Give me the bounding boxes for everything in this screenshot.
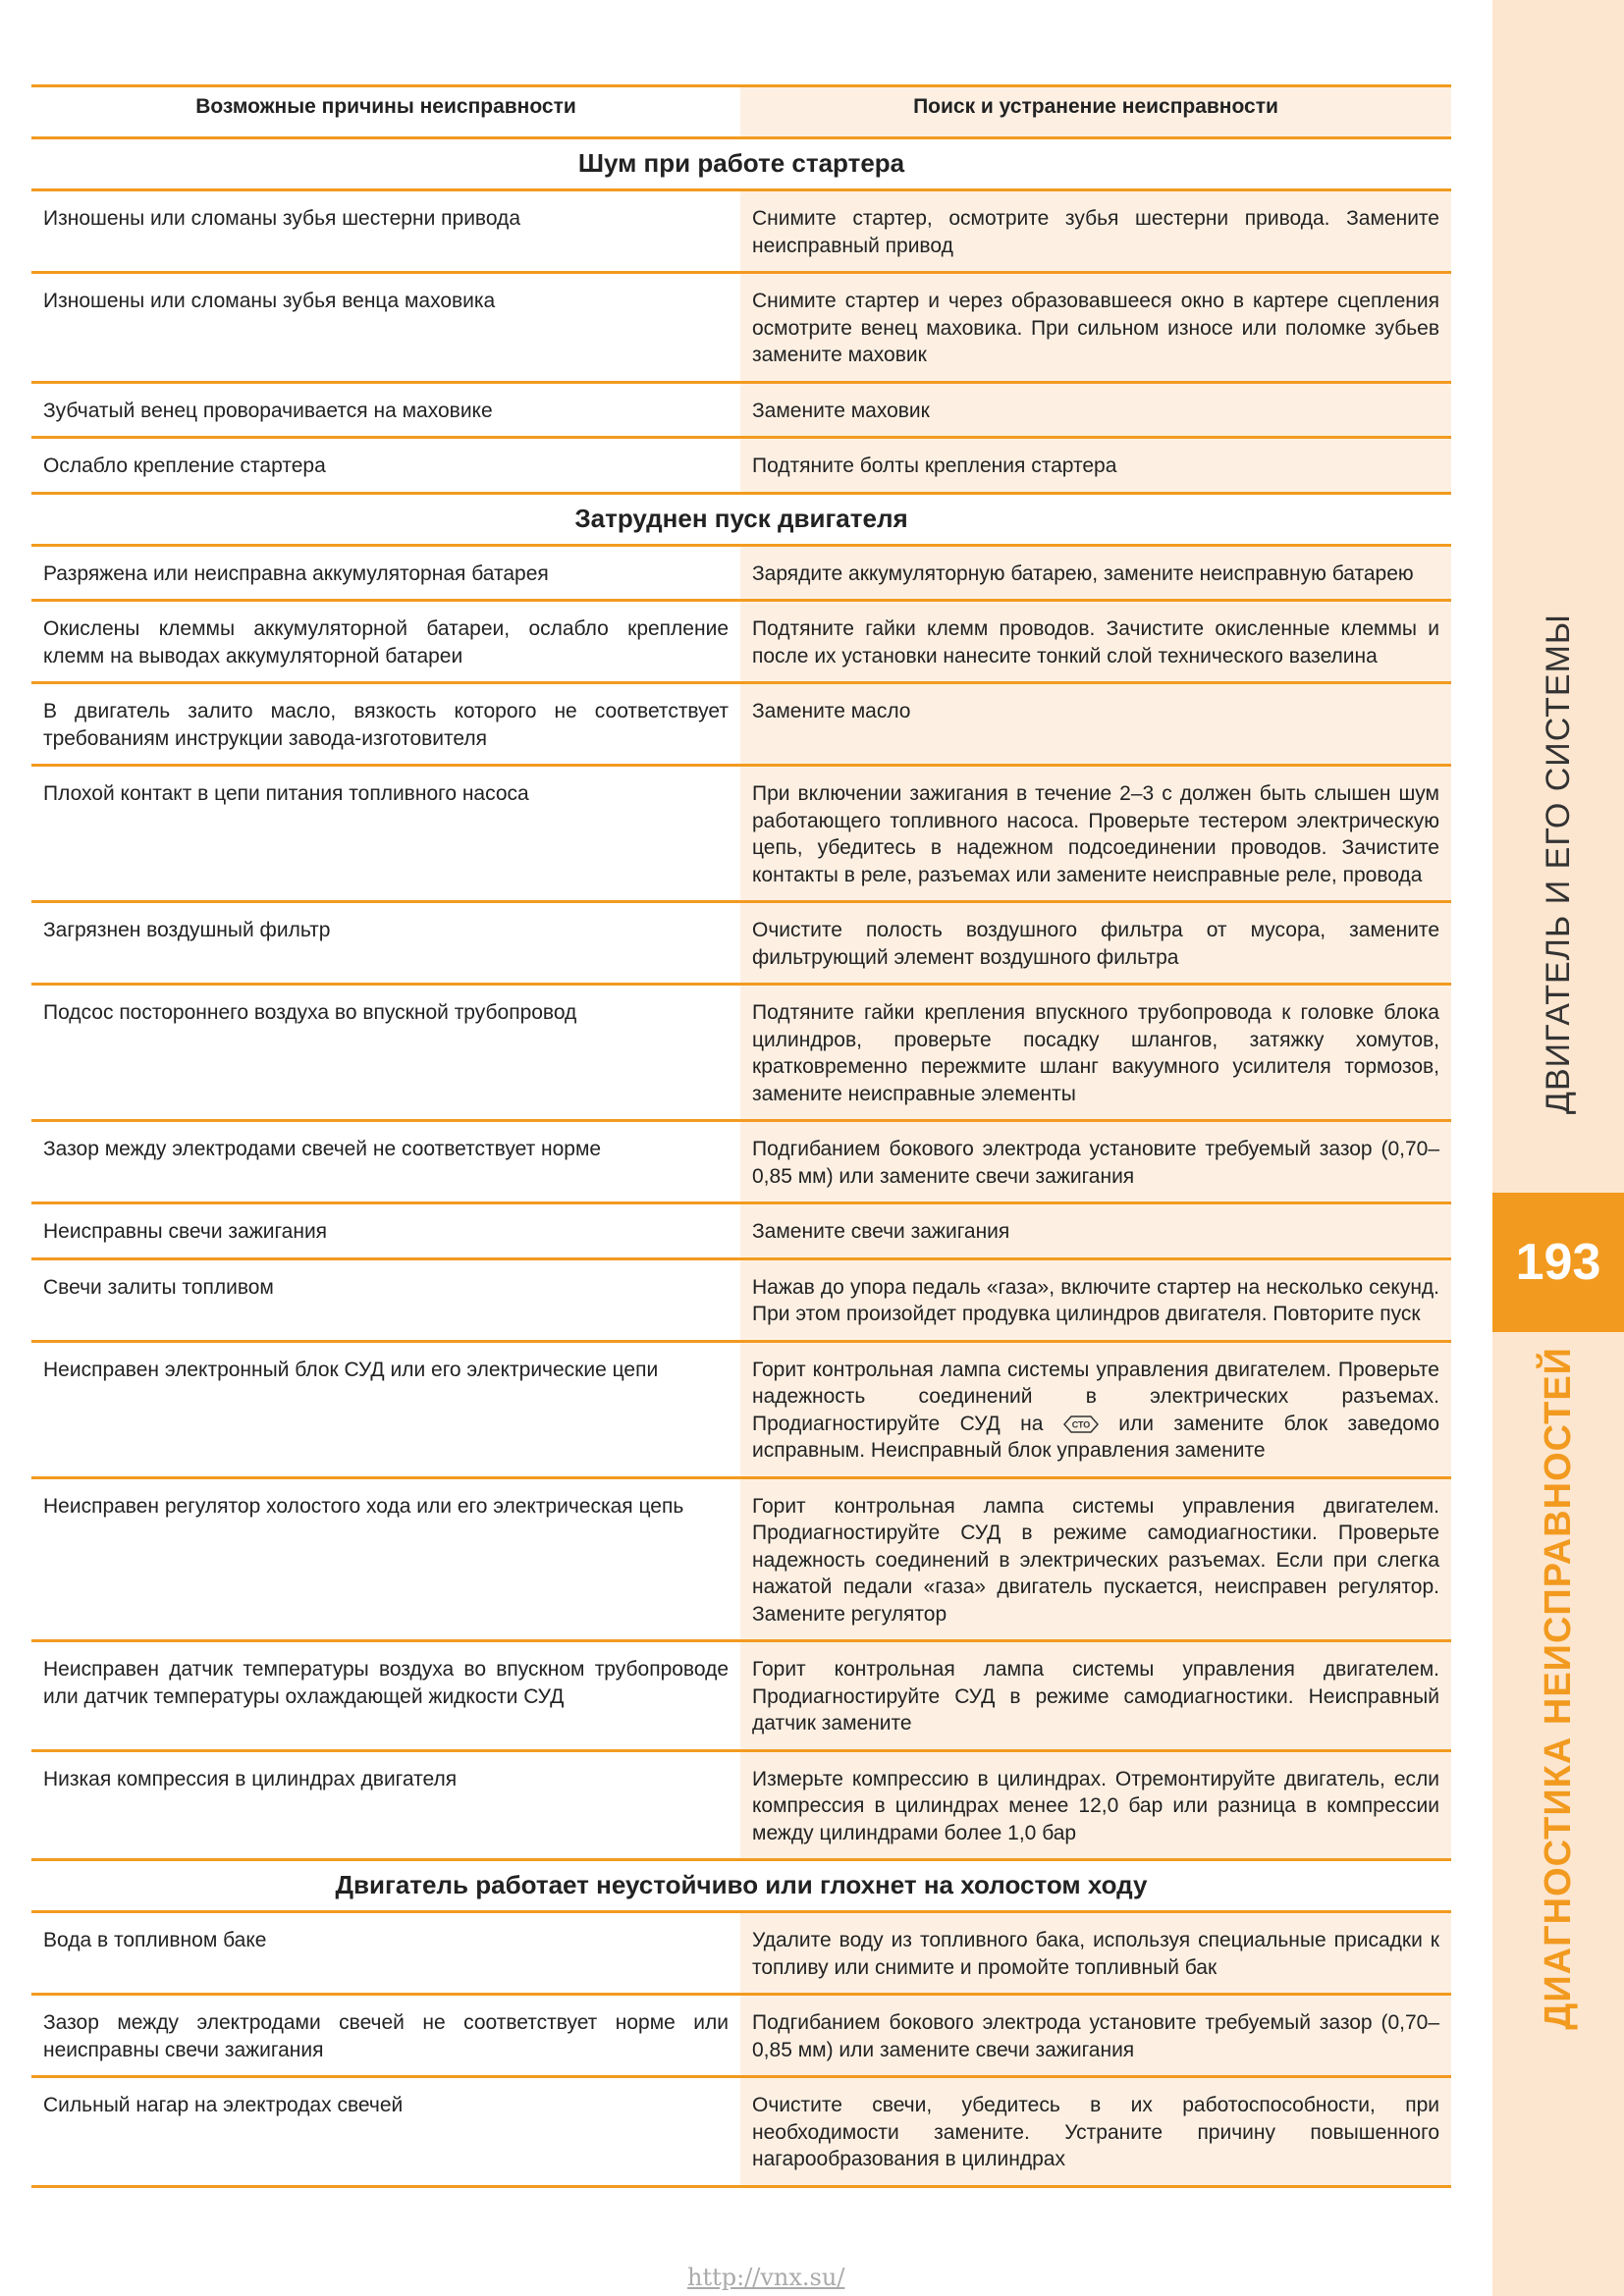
cause-cell: Неисправны свечи зажигания bbox=[43, 1220, 328, 1243]
fix-cell: Снимите стартер и через образовавшееся окно в картере сцепления осмотрите венец маховика. При сильном износе или поломке зубьев замените маховик bbox=[740, 274, 1451, 381]
chapter-title bbox=[1492, 550, 1624, 1178]
table-row bbox=[31, 1913, 1451, 1996]
table-row bbox=[31, 1996, 1451, 2078]
fix-cell: Очистите свечи, убедитесь в их работоспособности, при необходимости замените. Устраните причину повышенного нагарообразования в цилиндрах bbox=[740, 2078, 1451, 2185]
table-row bbox=[31, 602, 1451, 684]
cause-cell: Сильный нагар на электродах свечей bbox=[43, 2094, 404, 2116]
section-title: Затруднен пуск двигателя bbox=[574, 503, 908, 533]
cause-cell: Свечи залиты топливом bbox=[43, 1275, 274, 1299]
fix-cell: Снимите стартер, осмотрите зубья шестерни привода. Замените неисправный привод bbox=[740, 191, 1451, 271]
cause-cell: Зубчатый венец проворачивается на маховике bbox=[43, 399, 493, 422]
column-header-fixes: Поиск и устранение неисправности bbox=[740, 87, 1451, 136]
fix-cell: Очистите полость воздушного фильтра от мусора, замените фильтрующий элемент воздушного фильтра bbox=[740, 903, 1451, 983]
fix-cell: Замените маховик bbox=[740, 384, 1451, 437]
cause-cell: Вода в топливном баке bbox=[43, 1929, 267, 1951]
table-row bbox=[31, 1642, 1451, 1752]
fix-text-part: Горит контрольная лампа системы управления двигателем. Проверьте надежность соединений в электрических разъемах. Продиагностируйте СУД на bbox=[752, 1358, 1439, 1435]
table-row bbox=[31, 384, 1451, 440]
section-header-row bbox=[31, 495, 1451, 547]
fix-cell: Горит контрольная лампа системы управления двигателем. Продиагностируйте СУД в режиме самодиагностики. Неисправный датчик замените bbox=[740, 1642, 1451, 1749]
table-row bbox=[31, 2078, 1451, 2188]
table-row bbox=[31, 191, 1451, 274]
service-station-icon bbox=[1063, 1415, 1099, 1433]
section-header-row bbox=[31, 1861, 1451, 1913]
cause-cell: Ослабло крепление стартера bbox=[43, 454, 326, 477]
cause-cell: В двигатель залито масло, вязкость которого не соответствует требованиям инструкции завода-изготовителя bbox=[43, 700, 729, 750]
fix-cell bbox=[740, 1343, 1451, 1476]
fix-cell: Подтяните болты крепления стартера bbox=[740, 439, 1451, 492]
table-row bbox=[31, 1204, 1451, 1260]
section-title-text: ДИАГНОСТИКА НЕИСПРАВНОСТЕЙ bbox=[1537, 1347, 1579, 2030]
cause-cell: Изношены или сломаны зубья шестерни привода bbox=[43, 207, 520, 230]
cause-cell: Плохой контакт в цепи питания топливного насоса bbox=[43, 782, 529, 805]
cause-cell: Изношены или сломаны зубья венца маховика bbox=[43, 290, 496, 312]
cause-cell: Неисправен датчик температуры воздуха во впускном трубопроводе или датчик температуры охлаждающей жидкости СУД bbox=[43, 1658, 729, 1708]
table-row bbox=[31, 903, 1451, 986]
cause-cell: Неисправен регулятор холостого хода или его электрическая цепь bbox=[43, 1494, 684, 1518]
cause-cell: Разряжена или неисправна аккумуляторная батарея bbox=[43, 561, 549, 585]
table-row bbox=[31, 767, 1451, 903]
fix-cell: Горит контрольная лампа системы управления двигателем. Продиагностируйте СУД в режиме самодиагностики. Проверьте надежность соединений в электрических разъемах. Если при слегка нажатой педали «газа» двигатель пускается, неисправен регулятор. Замените регулятор bbox=[740, 1479, 1451, 1640]
service-station-icon-label: СТО bbox=[1071, 1419, 1091, 1429]
diagnostics-table bbox=[31, 84, 1451, 2188]
fix-cell: Зарядите аккумуляторную батарею, замените неисправную батарею bbox=[740, 547, 1451, 600]
fix-cell: Измерьте компрессию в цилиндрах. Отремонтируйте двигатель, если компрессия в цилиндрах менее 12,0 бар или разница в компрессии между цилиндрами более 1,0 бар bbox=[740, 1752, 1451, 1859]
fix-cell: Подгибанием бокового электрода установите требуемый зазор (0,70–0,85 мм) или замените свечи зажигания bbox=[740, 1996, 1451, 2075]
fix-cell: При включении зажигания в течение 2–3 с должен быть слышен шум работающего топливного насоса. Проверьте тестером электрическую цепь, убедитесь в надежном подсоединении проводов. Зачистите контакты в реле, разъемах или замените неисправные реле, провода bbox=[740, 767, 1451, 900]
sidebar-panel bbox=[1492, 0, 1624, 2296]
fix-cell: Нажав до упора педаль «газа», включите стартер на несколько секунд. При этом произойдет продувка цилиндров двигателя. Повторите пуск bbox=[740, 1260, 1451, 1340]
table-header-row bbox=[31, 87, 1451, 139]
table-row bbox=[31, 1479, 1451, 1643]
cause-cell: Зазор между электродами свечей не соответствует норме bbox=[43, 1138, 602, 1160]
cause-cell: Загрязнен воздушный фильтр bbox=[43, 919, 331, 941]
cause-cell: Зазор между электродами свечей не соответствует норме или неисправны свечи зажигания bbox=[43, 2011, 729, 2061]
cause-cell: Подсос постороннего воздуха во впускной трубопровод bbox=[43, 1001, 577, 1024]
section-header-row bbox=[31, 139, 1451, 191]
table-row bbox=[31, 684, 1451, 767]
cause-cell: Неисправен электронный блок СУД или его электрические цепи bbox=[43, 1358, 659, 1381]
section-title: Двигатель работает неустойчиво или глохнет на холостом ходу bbox=[335, 1870, 1148, 1899]
cause-cell: Низкая компрессия в цилиндрах двигателя bbox=[43, 1767, 458, 1790]
fix-cell: Замените свечи зажигания bbox=[740, 1204, 1451, 1257]
fix-text-part: или замените блок заведомо исправным. Неисправный блок управления замените bbox=[752, 1412, 1440, 1462]
table-row bbox=[31, 1260, 1451, 1343]
table-row bbox=[31, 1752, 1451, 1862]
table-row bbox=[31, 439, 1451, 495]
fix-cell: Подгибанием бокового электрода установите требуемый зазор (0,70–0,85 мм) или замените свечи зажигания bbox=[740, 1122, 1451, 1201]
section-title bbox=[1492, 1345, 1624, 2032]
table-row bbox=[31, 1343, 1451, 1479]
table-row bbox=[31, 547, 1451, 603]
footer-link[interactable]: http://vnx.su/ bbox=[687, 2264, 845, 2291]
chapter-title-text: ДВИГАТЕЛЬ И ЕГО СИСТЕМЫ bbox=[1539, 613, 1577, 1115]
section-title: Шум при работе стартера bbox=[577, 148, 905, 178]
table-row bbox=[31, 1122, 1451, 1204]
cause-cell: Окислены клеммы аккумуляторной батареи, ослабло крепление клемм на выводах аккумуляторной батареи bbox=[43, 617, 729, 667]
table-row bbox=[31, 986, 1451, 1122]
fix-cell: Подтяните гайки крепления впускного трубопровода к головке блока цилиндров, проверьте посадку шлангов, затяжку хомутов, кратковременно пережмите шланг вакуумного усилителя тормозов, замените неисправные элементы bbox=[740, 986, 1451, 1119]
table-body bbox=[31, 139, 1451, 2188]
fix-cell: Удалите воду из топливного бака, используя специальные присадки к топливу или снимите и промойте топливный бак bbox=[740, 1913, 1451, 1993]
table-row bbox=[31, 274, 1451, 384]
column-header-causes: Возможные причины неисправности bbox=[195, 95, 576, 118]
fix-cell: Подтяните гайки клемм проводов. Зачистите окисленные клеммы и после их установки нанесите тонкий слой технического вазелина bbox=[740, 602, 1451, 681]
page-number: 193 bbox=[1492, 1193, 1624, 1332]
fix-cell: Замените масло bbox=[740, 684, 1451, 764]
